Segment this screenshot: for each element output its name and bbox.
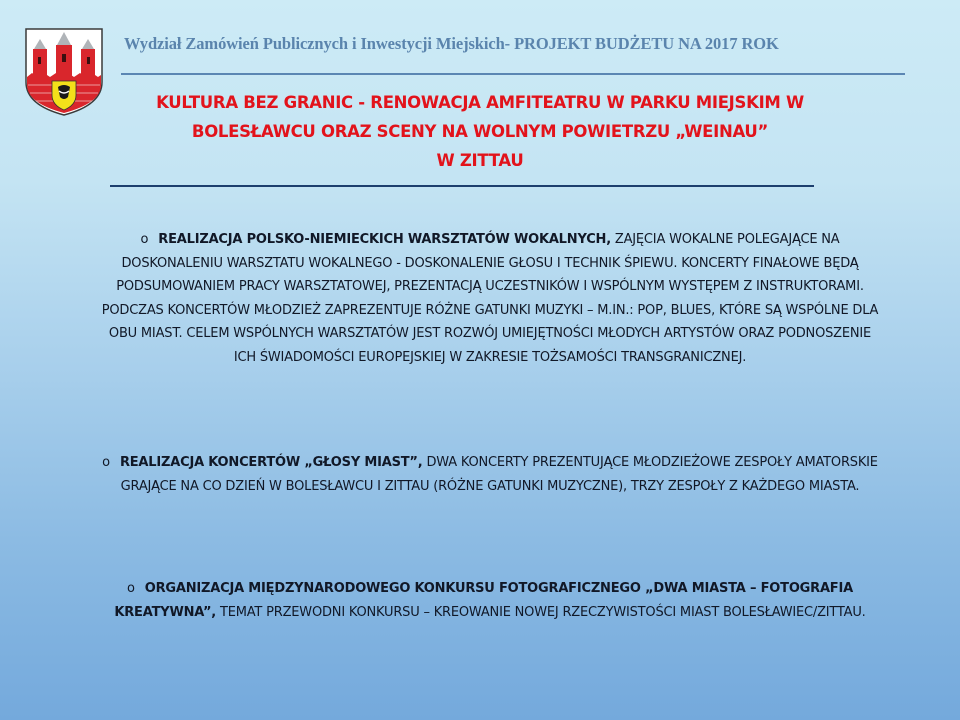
header-divider [121, 73, 905, 75]
title-line-2: BOLESŁAWCU ORAZ SCENY NA WOLNYM POWIETRZU „WEINAU” [191, 122, 769, 141]
bullet-circle-icon: o [140, 232, 149, 247]
bullet-item-concerts [90, 451, 890, 498]
title-line-1: KULTURA BEZ GRANIC - RENOWACJA AMFITEATRU W PARKU MIEJSKIM W [156, 93, 804, 112]
bullet-text: DWA KONCERTY PREZENTUJĄCE MŁODZIEŻOWE ZESPOŁY AMATORSKIE GRAJĄCE NA CO DZIEŃ W BOLESŁAWCU I ZITTAU (RÓŻNE GATUNKI MUZYCZNE), TRZY ZESPOŁY Z KAŻDEGO MIASTA. [120, 455, 878, 494]
page-title [100, 88, 860, 175]
bullet-text: TEMAT PRZEWODNI KONKURSU – KREOWANIE NOWEJ RZECZYWISTOŚCI MIAST BOLESŁAWIEC/ZITTAU. [216, 604, 866, 620]
coat-of-arms-icon [24, 27, 104, 117]
bullet-item-photo-contest [100, 577, 880, 624]
department-header: Wydział Zamówień Publicznych i Inwestycji Miejskich- PROJEKT BUDŻETU NA 2017 ROK [124, 34, 779, 53]
bullet-circle-icon: o [126, 581, 135, 596]
title-line-3: W ZITTAU [436, 151, 524, 170]
bullet-lead: ORGANIZACJA MIĘDZYNARODOWEGO KONKURSU FOTOGRAFICZNEGO „DWA MIASTA – FOTOGRAFIA KREATYWNA”, [114, 581, 853, 620]
bullet-circle-icon: o [102, 455, 110, 470]
title-divider [110, 185, 814, 187]
bullet-text: ZAJĘCIA WOKALNE POLEGAJĄCE NA DOSKONALENIU WARSZTATU WOKALNEGO - DOSKONALENIE GŁOSU I TECHNIK ŚPIEWU. KONCERTY FINAŁOWE BĘDĄ PODSUMOWANIEM PRACY WARSZTATOWEJ, PREZENTACJĄ UCZESTNIKÓW I WSPÓLNYM WYSTĘPEM Z INSTRUKTORAMI. PODCZAS KONCERTÓW MŁODZIEŻ ZAPREZENTUJE RÓŻNE GATUNKI MUZYKI – M.IN.: POP, BLUES, KTÓRE SĄ WSPÓLNE DLA OBU MIAST. CELEM WSPÓLNYCH WARSZTATÓW JEST ROZWÓJ UMIEJĘTNOŚCI MŁODYCH ARTYSTÓW ORAZ PODNOSZENIE ICH ŚWIADOMOŚCI EUROPEJSKIEJ W ZAKRESIE TOŻSAMOŚCI TRANSGRANICZNEJ. [101, 232, 879, 365]
bullet-item-workshops [100, 228, 880, 369]
bullet-lead: REALIZACJA POLSKO-NIEMIECKICH WARSZTATÓW WOKALNYCH, [158, 232, 611, 247]
bullet-lead: REALIZACJA KONCERTÓW „GŁOSY MIAST”, [119, 455, 423, 470]
